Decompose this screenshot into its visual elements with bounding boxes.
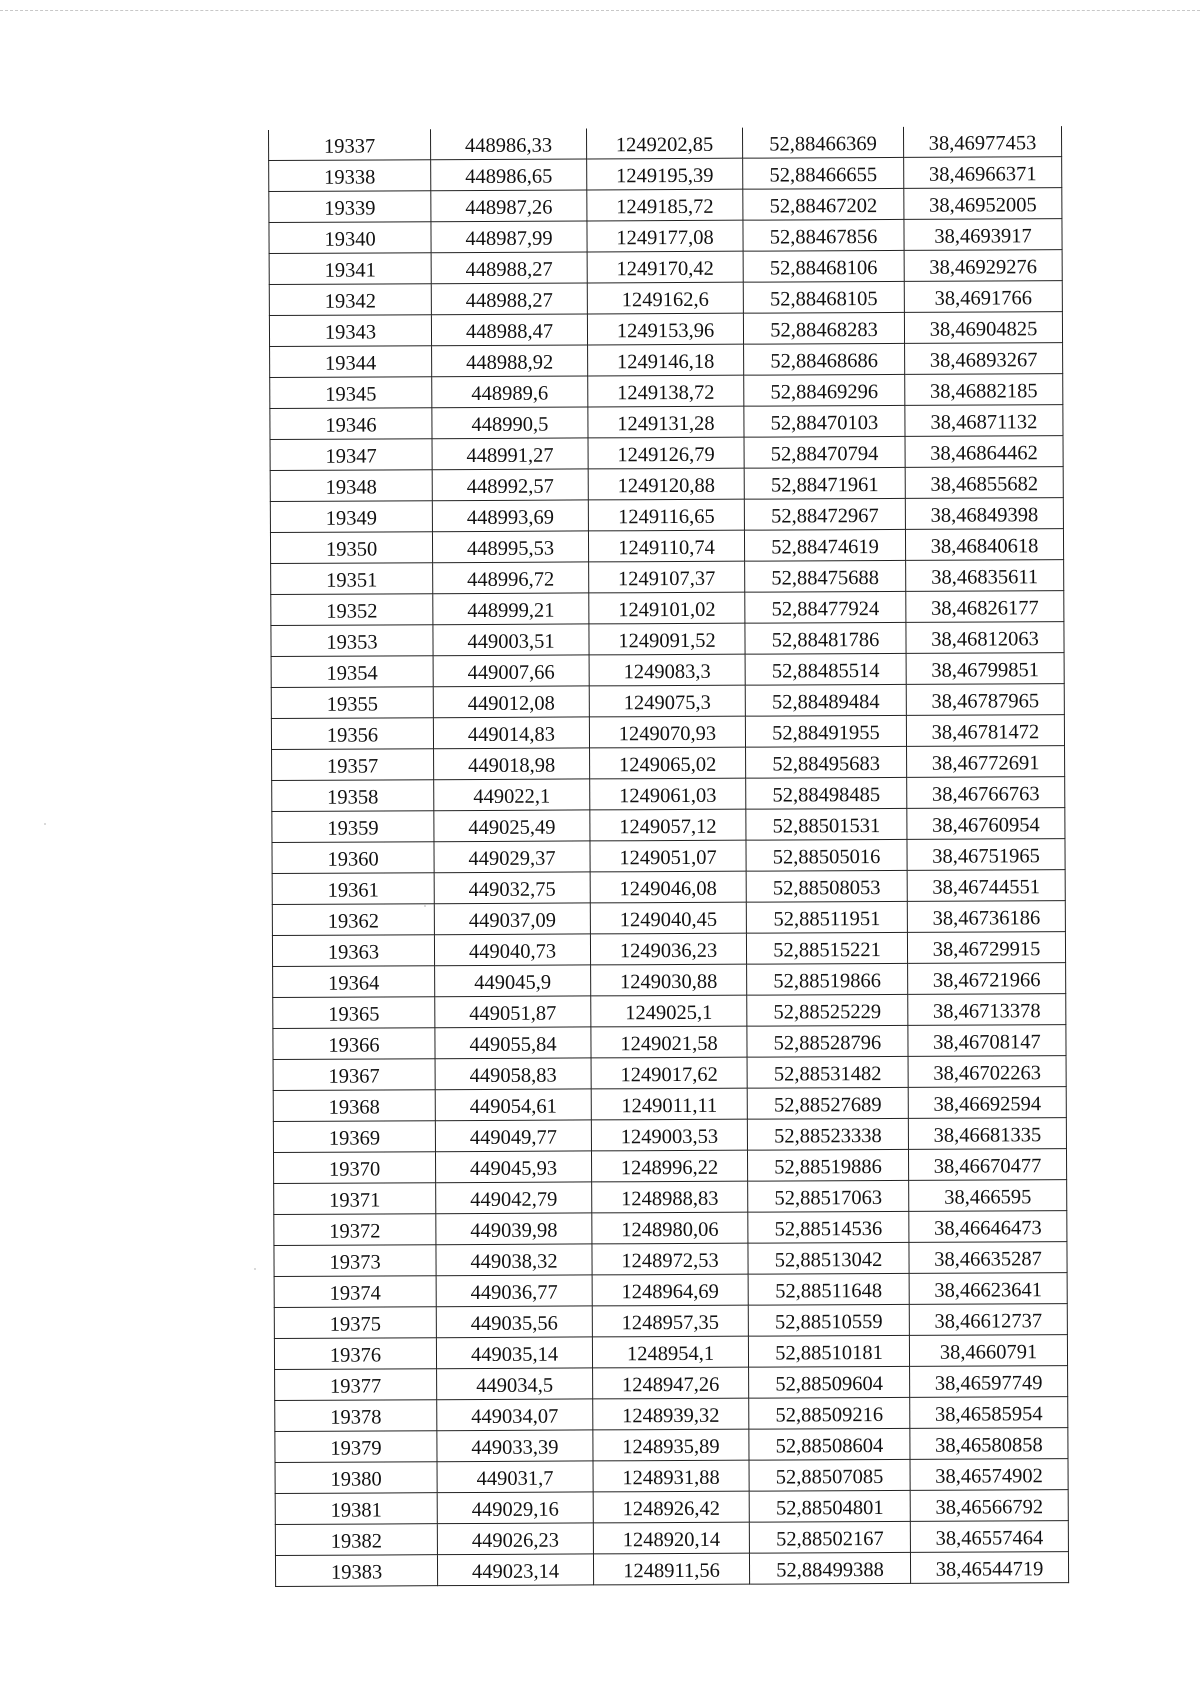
latitude-cell: 52,88472967 (744, 498, 905, 530)
y-coordinate-cell: 1249083,3 (589, 654, 745, 686)
y-coordinate-cell: 1248920,14 (593, 1522, 749, 1554)
point-number-cell: 19337 (269, 129, 431, 160)
latitude-cell: 52,88507085 (749, 1459, 910, 1491)
point-number-cell: 19358 (272, 780, 434, 812)
point-number-cell: 19371 (274, 1183, 436, 1215)
point-number-cell: 19375 (274, 1307, 436, 1339)
longitude-cell: 38,46597749 (910, 1366, 1068, 1398)
table-row (270, 405, 1063, 440)
point-number-cell: 19376 (274, 1338, 436, 1370)
table-row (274, 1273, 1067, 1308)
x-coordinate-cell: 449023,14 (437, 1554, 593, 1586)
latitude-cell: 52,88527689 (747, 1087, 908, 1119)
scan-speck (254, 1268, 256, 1270)
longitude-cell: 38,46760954 (907, 808, 1065, 840)
y-coordinate-cell: 1249091,52 (589, 623, 745, 655)
x-coordinate-cell: 449039,98 (436, 1213, 592, 1245)
longitude-cell: 38,46702263 (908, 1056, 1066, 1088)
x-coordinate-cell: 448996,72 (433, 562, 589, 594)
x-coordinate-cell: 449037,09 (434, 903, 590, 935)
point-number-cell: 19372 (274, 1214, 436, 1246)
longitude-cell: 38,46580858 (910, 1428, 1068, 1460)
table-row (273, 1118, 1066, 1153)
point-number-cell: 19338 (269, 160, 431, 192)
table-row (272, 839, 1065, 874)
y-coordinate-cell: 1249065,02 (590, 747, 746, 779)
point-number-cell: 19359 (272, 811, 434, 843)
point-number-cell: 19343 (269, 315, 431, 347)
latitude-cell: 52,88466655 (743, 157, 904, 189)
x-coordinate-cell: 449038,32 (436, 1244, 592, 1276)
x-coordinate-cell: 449034,07 (437, 1399, 593, 1431)
y-coordinate-cell: 1249075,3 (589, 685, 745, 717)
longitude-cell: 38,46544719 (910, 1552, 1068, 1584)
y-coordinate-cell: 1249017,62 (591, 1057, 747, 1089)
point-number-cell: 19340 (269, 222, 431, 254)
point-number-cell: 19381 (275, 1493, 437, 1525)
point-number-cell: 19379 (275, 1431, 437, 1463)
x-coordinate-cell: 448992,57 (432, 469, 588, 501)
point-number-cell: 19382 (275, 1524, 437, 1556)
y-coordinate-cell: 1249170,42 (587, 251, 743, 283)
x-coordinate-cell: 449033,39 (437, 1430, 593, 1462)
longitude-cell: 38,46751965 (907, 839, 1065, 871)
table-row (269, 219, 1062, 254)
point-number-cell: 19355 (271, 687, 433, 719)
x-coordinate-cell: 449055,84 (435, 1027, 591, 1059)
longitude-cell: 38,46721966 (908, 963, 1066, 995)
latitude-cell: 52,88468686 (744, 343, 905, 375)
y-coordinate-cell: 1248996,22 (591, 1150, 747, 1182)
x-coordinate-cell: 449045,9 (435, 965, 591, 997)
latitude-cell: 52,88508053 (746, 870, 907, 902)
table-row (274, 1242, 1067, 1277)
longitude-cell: 38,46952005 (904, 188, 1062, 220)
point-number-cell: 19353 (271, 625, 433, 657)
x-coordinate-cell: 449025,49 (434, 810, 590, 842)
latitude-cell: 52,88467856 (743, 219, 904, 251)
table-row (272, 777, 1065, 812)
x-coordinate-cell: 448986,33 (430, 128, 586, 159)
latitude-cell: 52,88519866 (747, 963, 908, 995)
x-coordinate-cell: 449054,61 (435, 1089, 591, 1121)
latitude-cell: 52,88466369 (742, 127, 903, 158)
longitude-cell: 38,46585954 (910, 1397, 1068, 1429)
point-number-cell: 19373 (274, 1245, 436, 1277)
table-row (274, 1335, 1067, 1370)
y-coordinate-cell: 1249061,03 (590, 778, 746, 810)
y-coordinate-cell: 1248988,83 (592, 1181, 748, 1213)
point-number-cell: 19367 (273, 1059, 435, 1091)
table-row (270, 529, 1063, 564)
latitude-cell: 52,88501531 (746, 808, 907, 840)
table-row (269, 126, 1062, 160)
y-coordinate-cell: 1248980,06 (592, 1212, 748, 1244)
table-row (272, 901, 1065, 936)
x-coordinate-cell: 449051,87 (435, 996, 591, 1028)
y-coordinate-cell: 1248947,26 (593, 1367, 749, 1399)
latitude-cell: 52,88517063 (748, 1180, 909, 1212)
latitude-cell: 52,88468106 (743, 250, 904, 282)
y-coordinate-cell: 1249057,12 (590, 809, 746, 841)
longitude-cell: 38,46681335 (908, 1118, 1066, 1150)
y-coordinate-cell: 1249185,72 (587, 189, 743, 221)
x-coordinate-cell: 448987,99 (431, 221, 587, 253)
latitude-cell: 52,88511951 (746, 901, 907, 933)
longitude-cell: 38,466595 (909, 1180, 1067, 1212)
latitude-cell: 52,88513042 (748, 1242, 909, 1274)
table-row (270, 467, 1063, 502)
table-row (269, 312, 1062, 347)
longitude-cell: 38,4693917 (904, 219, 1062, 251)
longitude-cell: 38,46840618 (905, 529, 1063, 561)
x-coordinate-cell: 448990,5 (432, 407, 588, 439)
table-row (273, 1056, 1066, 1091)
longitude-cell: 38,46708147 (908, 1025, 1066, 1057)
x-coordinate-cell: 448989,6 (432, 376, 588, 408)
longitude-cell: 38,46574902 (910, 1459, 1068, 1491)
table-row (273, 1149, 1066, 1184)
point-number-cell: 19368 (273, 1090, 435, 1122)
x-coordinate-cell: 449058,83 (435, 1058, 591, 1090)
point-number-cell: 19369 (273, 1121, 435, 1153)
y-coordinate-cell: 1249025,1 (591, 995, 747, 1027)
point-number-cell: 19356 (271, 718, 433, 750)
latitude-cell: 52,88468105 (743, 281, 904, 313)
x-coordinate-cell: 449014,83 (433, 717, 589, 749)
point-number-cell: 19339 (269, 191, 431, 223)
x-coordinate-cell: 449035,14 (436, 1337, 592, 1369)
y-coordinate-cell: 1249195,39 (587, 158, 743, 190)
latitude-cell: 52,88495683 (746, 746, 907, 778)
y-coordinate-cell: 1248964,69 (592, 1274, 748, 1306)
longitude-cell: 38,46729915 (907, 932, 1065, 964)
longitude-cell: 38,46713378 (908, 994, 1066, 1026)
latitude-cell: 52,88515221 (746, 932, 907, 964)
longitude-cell: 38,46864462 (905, 436, 1063, 468)
point-number-cell: 19380 (275, 1462, 437, 1494)
longitude-cell: 38,46557464 (910, 1521, 1068, 1553)
point-number-cell: 19361 (272, 873, 434, 905)
latitude-cell: 52,88477924 (745, 591, 906, 623)
table-row (274, 1180, 1067, 1215)
y-coordinate-cell: 1249036,23 (590, 933, 746, 965)
x-coordinate-cell: 448988,27 (431, 283, 587, 315)
x-coordinate-cell: 448999,21 (433, 593, 589, 625)
x-coordinate-cell: 449032,75 (434, 872, 590, 904)
x-coordinate-cell: 448995,53 (432, 531, 588, 563)
coordinates-table (268, 126, 1069, 1587)
longitude-cell: 38,46871132 (905, 405, 1063, 437)
longitude-cell: 38,46623641 (909, 1273, 1067, 1305)
y-coordinate-cell: 1249162,6 (587, 282, 743, 314)
point-number-cell: 19348 (270, 470, 432, 502)
longitude-cell: 38,46882185 (905, 374, 1063, 406)
longitude-cell: 38,46646473 (909, 1211, 1067, 1243)
x-coordinate-cell: 449018,98 (434, 748, 590, 780)
longitude-cell: 38,46977453 (903, 126, 1061, 157)
table-row (273, 1087, 1066, 1122)
scan-speck (44, 823, 46, 825)
y-coordinate-cell: 1248972,53 (592, 1243, 748, 1275)
table-row (270, 374, 1063, 409)
y-coordinate-cell: 1249177,08 (587, 220, 743, 252)
point-number-cell: 19362 (272, 904, 434, 936)
x-coordinate-cell: 448988,92 (432, 345, 588, 377)
table-row (275, 1490, 1068, 1525)
point-number-cell: 19366 (273, 1028, 435, 1060)
latitude-cell: 52,88531482 (747, 1056, 908, 1088)
scan-edge-line (0, 10, 1200, 11)
x-coordinate-cell: 449036,77 (436, 1275, 592, 1307)
y-coordinate-cell: 1249070,93 (589, 716, 745, 748)
longitude-cell: 38,46826177 (906, 591, 1064, 623)
table-row (269, 281, 1062, 316)
longitude-cell: 38,46904825 (904, 312, 1062, 344)
y-coordinate-cell: 1248926,42 (593, 1491, 749, 1523)
y-coordinate-cell: 1249110,74 (588, 530, 744, 562)
longitude-cell: 38,46736186 (907, 901, 1065, 933)
longitude-cell: 38,46670477 (908, 1149, 1066, 1181)
coordinates-table-body (269, 126, 1069, 1586)
table-row (270, 436, 1063, 471)
table-row (272, 746, 1065, 781)
latitude-cell: 52,88509216 (749, 1397, 910, 1429)
longitude-cell: 38,46893267 (905, 343, 1063, 375)
longitude-cell: 38,46799851 (906, 653, 1064, 685)
table-row (275, 1521, 1068, 1556)
latitude-cell: 52,88511648 (748, 1273, 909, 1305)
longitude-cell: 38,46635287 (909, 1242, 1067, 1274)
longitude-cell: 38,46772691 (907, 746, 1065, 778)
point-number-cell: 19354 (271, 656, 433, 688)
point-number-cell: 19357 (272, 749, 434, 781)
latitude-cell: 52,88528796 (747, 1025, 908, 1057)
point-number-cell: 19352 (271, 594, 433, 626)
latitude-cell: 52,88468283 (743, 312, 904, 344)
x-coordinate-cell: 448988,27 (431, 252, 587, 284)
y-coordinate-cell: 1248935,89 (593, 1429, 749, 1461)
point-number-cell: 19363 (272, 935, 434, 967)
x-coordinate-cell: 449026,23 (437, 1523, 593, 1555)
latitude-cell: 52,88505016 (746, 839, 907, 871)
table-row (273, 994, 1066, 1029)
point-number-cell: 19360 (272, 842, 434, 874)
point-number-cell: 19374 (274, 1276, 436, 1308)
y-coordinate-cell: 1248939,32 (593, 1398, 749, 1430)
y-coordinate-cell: 1248931,88 (593, 1460, 749, 1492)
x-coordinate-cell: 449042,79 (436, 1182, 592, 1214)
x-coordinate-cell: 448993,69 (432, 500, 588, 532)
y-coordinate-cell: 1249138,72 (588, 375, 744, 407)
x-coordinate-cell: 449034,5 (437, 1368, 593, 1400)
point-number-cell: 19351 (271, 563, 433, 595)
latitude-cell: 52,88525229 (747, 994, 908, 1026)
longitude-cell: 38,46849398 (905, 498, 1063, 530)
y-coordinate-cell: 1249131,28 (588, 406, 744, 438)
latitude-cell: 52,88475688 (745, 560, 906, 592)
y-coordinate-cell: 1249101,02 (589, 592, 745, 624)
table-row (274, 1211, 1067, 1246)
x-coordinate-cell: 449029,16 (437, 1492, 593, 1524)
longitude-cell: 38,46744551 (907, 870, 1065, 902)
longitude-cell: 38,4691766 (904, 281, 1062, 313)
y-coordinate-cell: 1249146,18 (588, 344, 744, 376)
table-row (269, 188, 1062, 223)
table-row (272, 870, 1065, 905)
point-number-cell: 19350 (270, 532, 432, 564)
x-coordinate-cell: 448987,26 (431, 190, 587, 222)
latitude-cell: 52,88474619 (744, 529, 905, 561)
longitude-cell: 38,4660791 (909, 1335, 1067, 1367)
x-coordinate-cell: 449040,73 (434, 934, 590, 966)
table-row (271, 653, 1064, 688)
y-coordinate-cell: 1249003,53 (591, 1119, 747, 1151)
longitude-cell: 38,46855682 (905, 467, 1063, 499)
x-coordinate-cell: 449031,7 (437, 1461, 593, 1493)
latitude-cell: 52,88514536 (748, 1211, 909, 1243)
table-row (273, 963, 1066, 998)
y-coordinate-cell: 1249011,11 (591, 1088, 747, 1120)
x-coordinate-cell: 449007,66 (433, 655, 589, 687)
table-row (270, 343, 1063, 378)
point-number-cell: 19365 (273, 997, 435, 1029)
point-number-cell: 19341 (269, 253, 431, 285)
table-row (271, 591, 1064, 626)
x-coordinate-cell: 449012,08 (433, 686, 589, 718)
table-row (275, 1552, 1068, 1587)
latitude-cell: 52,88469296 (744, 374, 905, 406)
longitude-cell: 38,46692594 (908, 1087, 1066, 1119)
y-coordinate-cell: 1249030,88 (591, 964, 747, 996)
longitude-cell: 38,46812063 (906, 622, 1064, 654)
y-coordinate-cell: 1249051,07 (590, 840, 746, 872)
latitude-cell: 52,88510559 (748, 1304, 909, 1336)
latitude-cell: 52,88467202 (743, 188, 904, 220)
x-coordinate-cell: 449049,77 (435, 1120, 591, 1152)
latitude-cell: 52,88510181 (748, 1335, 909, 1367)
table-row (274, 1304, 1067, 1339)
table-row (272, 808, 1065, 843)
point-number-cell: 19364 (273, 966, 435, 998)
point-number-cell: 19349 (270, 501, 432, 533)
x-coordinate-cell: 448988,47 (431, 314, 587, 346)
table-row (269, 157, 1062, 192)
latitude-cell: 52,88498485 (746, 777, 907, 809)
x-coordinate-cell: 449035,56 (436, 1306, 592, 1338)
y-coordinate-cell: 1249202,85 (586, 128, 742, 159)
latitude-cell: 52,88485514 (745, 653, 906, 685)
longitude-cell: 38,46612737 (909, 1304, 1067, 1336)
table-row (272, 932, 1065, 967)
longitude-cell: 38,46929276 (904, 250, 1062, 282)
point-number-cell: 19347 (270, 439, 432, 471)
y-coordinate-cell: 1249040,45 (590, 902, 746, 934)
x-coordinate-cell: 448991,27 (432, 438, 588, 470)
table-row (269, 250, 1062, 285)
table-row (271, 622, 1064, 657)
x-coordinate-cell: 449029,37 (434, 841, 590, 873)
y-coordinate-cell: 1249107,37 (589, 561, 745, 593)
table-row (273, 1025, 1066, 1060)
y-coordinate-cell: 1249021,58 (591, 1026, 747, 1058)
point-number-cell: 19378 (275, 1400, 437, 1432)
table-row (275, 1459, 1068, 1494)
longitude-cell: 38,46966371 (904, 157, 1062, 189)
y-coordinate-cell: 1249126,79 (588, 437, 744, 469)
longitude-cell: 38,46835611 (906, 560, 1064, 592)
latitude-cell: 52,88509604 (749, 1366, 910, 1398)
longitude-cell: 38,46766763 (907, 777, 1065, 809)
table-row (275, 1366, 1068, 1401)
point-number-cell: 19345 (270, 377, 432, 409)
table-row (271, 684, 1064, 719)
longitude-cell: 38,46787965 (906, 684, 1064, 716)
table-row (275, 1397, 1068, 1432)
point-number-cell: 19346 (270, 408, 432, 440)
latitude-cell: 52,88489484 (745, 684, 906, 716)
latitude-cell: 52,88519886 (747, 1149, 908, 1181)
x-coordinate-cell: 449045,93 (435, 1151, 591, 1183)
table-row (275, 1428, 1068, 1463)
latitude-cell: 52,88502167 (749, 1521, 910, 1553)
longitude-cell: 38,46566792 (910, 1490, 1068, 1522)
y-coordinate-cell: 1249120,88 (588, 468, 744, 500)
longitude-cell: 38,46781472 (906, 715, 1064, 747)
y-coordinate-cell: 1249116,65 (588, 499, 744, 531)
latitude-cell: 52,88499388 (749, 1552, 910, 1584)
point-number-cell: 19377 (275, 1369, 437, 1401)
latitude-cell: 52,88481786 (745, 622, 906, 654)
x-coordinate-cell: 448986,65 (431, 159, 587, 191)
x-coordinate-cell: 449022,1 (434, 779, 590, 811)
point-number-cell: 19383 (275, 1555, 437, 1587)
latitude-cell: 52,88504801 (749, 1490, 910, 1522)
y-coordinate-cell: 1248957,35 (592, 1305, 748, 1337)
y-coordinate-cell: 1249046,08 (590, 871, 746, 903)
table-row (271, 560, 1064, 595)
latitude-cell: 52,88470794 (744, 436, 905, 468)
y-coordinate-cell: 1248911,56 (593, 1553, 749, 1585)
latitude-cell: 52,88470103 (744, 405, 905, 437)
latitude-cell: 52,88508604 (749, 1428, 910, 1460)
table-row (270, 498, 1063, 533)
latitude-cell: 52,88523338 (747, 1118, 908, 1150)
point-number-cell: 19344 (270, 346, 432, 378)
point-number-cell: 19370 (273, 1152, 435, 1184)
y-coordinate-cell: 1248954,1 (592, 1336, 748, 1368)
latitude-cell: 52,88491955 (745, 715, 906, 747)
table-row (271, 715, 1064, 750)
y-coordinate-cell: 1249153,96 (587, 313, 743, 345)
point-number-cell: 19342 (269, 284, 431, 316)
x-coordinate-cell: 449003,51 (433, 624, 589, 656)
latitude-cell: 52,88471961 (744, 467, 905, 499)
